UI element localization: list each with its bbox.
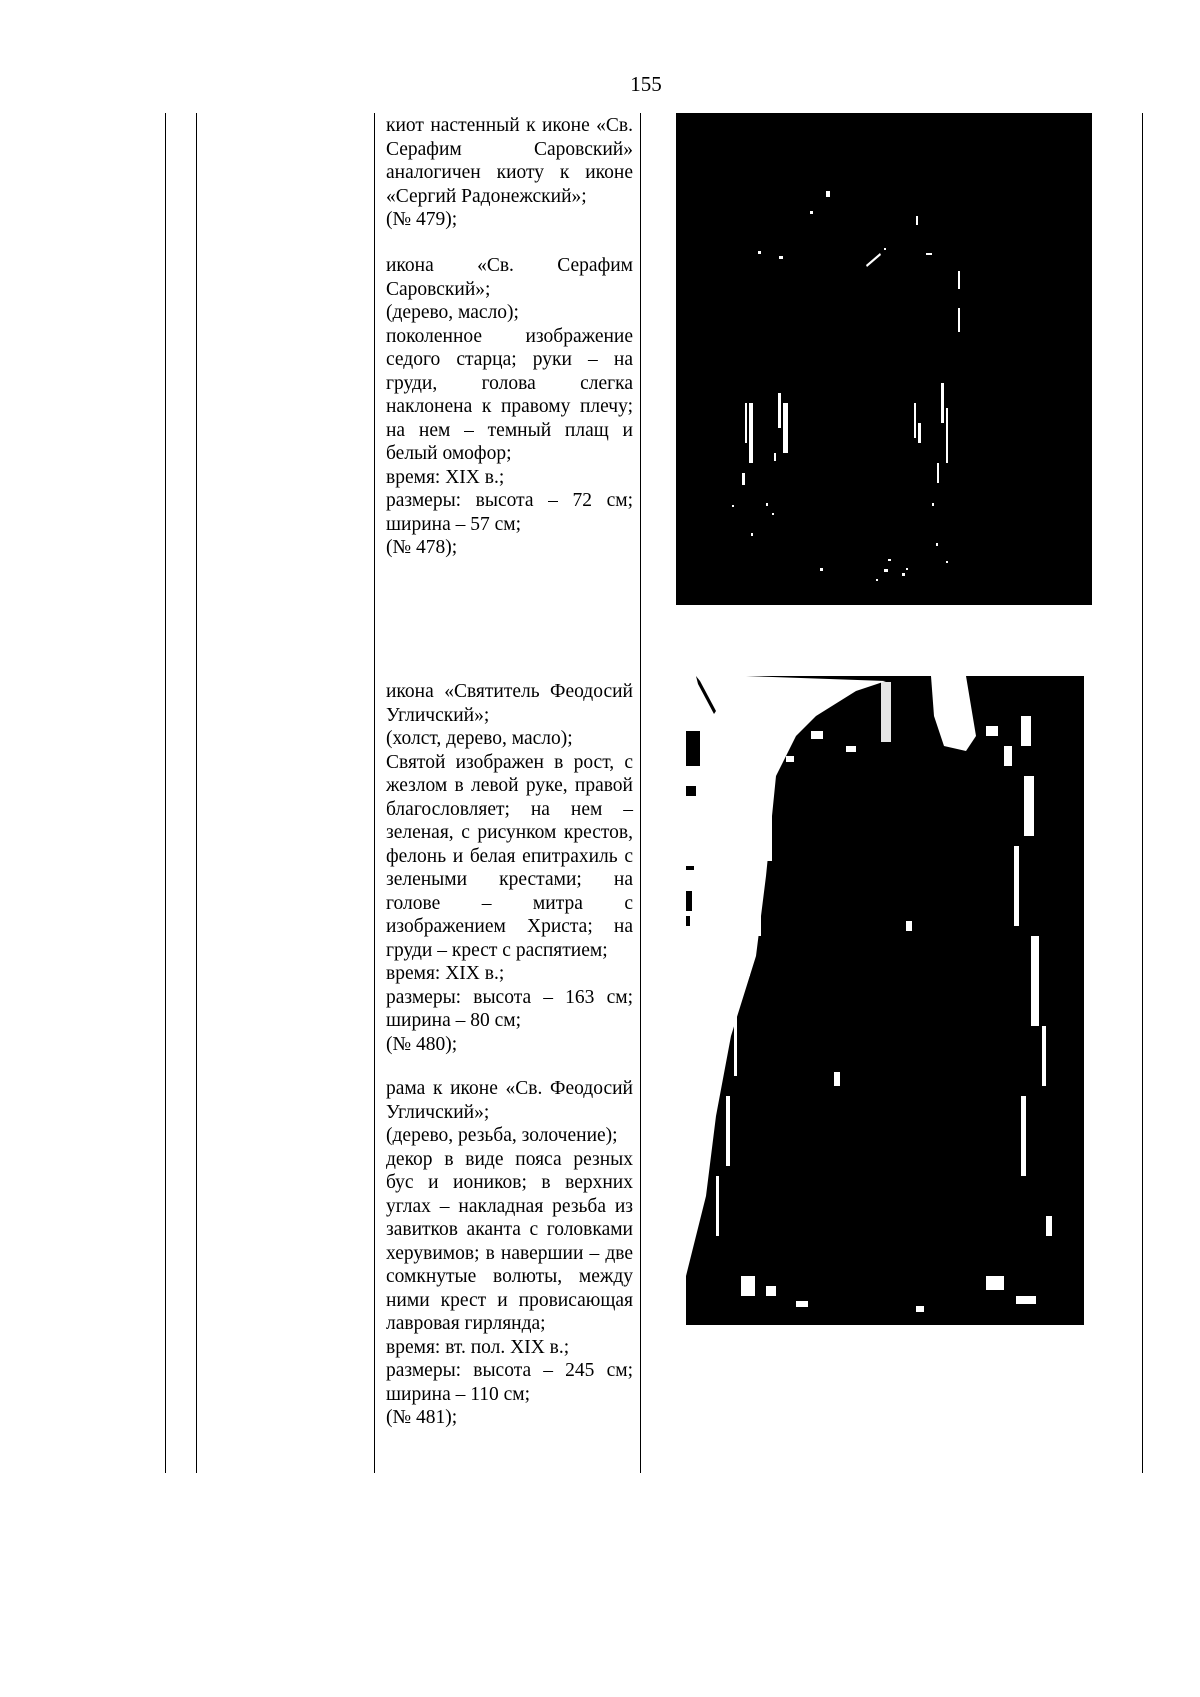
icon-feodosy-image [686,676,1084,1325]
icon-seraphim-image [676,113,1092,605]
entry-icon-480 [386,680,633,1056]
entry-title: рама к иконе «Св. Феодосий Угличский»; [386,1078,633,1123]
table-column-divider-photo [640,113,641,1473]
entry-description: киот настенный к иконе «Св. Серафим Саровский» аналогичен киоту к иконе «Сергий Радонежский»; [386,115,633,207]
entry-description: поколенное изображение седого старца; руки – на груди, голова слегка наклонена к правому плечу; на нем – темный плащ и белый омофор; [386,325,633,464]
entry-dimensions: размеры: высота – 245 см; ширина – 110 см; [386,1360,633,1405]
entry-kiot-479 [386,114,633,232]
table-border-left-outer [165,113,166,1473]
entry-material: (дерево, резьба, золочение); [386,1125,618,1146]
entry-date: время: XIX в.; [386,466,505,488]
entry-date: время: XIX в.; [386,963,505,984]
entry-date: время: вт. пол. XIX в.; [386,1336,570,1358]
icon-seraphim-photo [676,113,1092,605]
entry-description: декор в виде пояса резных бус и иоников; в верхних углах – накладная резьба из завитков аканта с головками херувимов; в навершии – две сомкнутые волюты, между ними крест и провисающая лавровая гирлянда; [386,1148,633,1334]
entry-frame-481 [386,1077,633,1430]
entry-description: Святой изображен в рост, с жезлом в левой руке, правой благословляет; на нем – зеленая, с рисунком крестов, фелонь и белая епитрахиль с зелеными крестами; на голове – митра с изображением Христа; на груди – крест с распятием; [386,751,633,961]
table-border-right [1142,113,1143,1473]
entry-dimensions: размеры: высота – 72 см; ширина – 57 см; [386,490,633,535]
entry-dimensions: размеры: высота – 163 см; ширина – 80 см; [386,986,633,1031]
entry-number: (№ 481); [386,1407,458,1428]
entry-number: (№ 480); [386,1033,458,1055]
page-number: 155 [630,72,662,96]
icon-feodosy-photo [686,676,1084,1325]
entry-material: (холст, дерево, масло); [386,728,573,749]
entry-icon-478 [386,254,633,560]
entry-title: икона «Святитель Феодосий Угличский»; [386,681,633,726]
entry-title: икона «Св. Серафим Саровский»; [386,255,633,300]
entry-number: (№ 478); [386,537,458,558]
entry-material: (дерево, масло); [386,302,519,323]
entry-number: (№ 479); [386,209,458,230]
table-border-left-inner [196,113,197,1473]
table-column-divider-text [374,113,375,1473]
